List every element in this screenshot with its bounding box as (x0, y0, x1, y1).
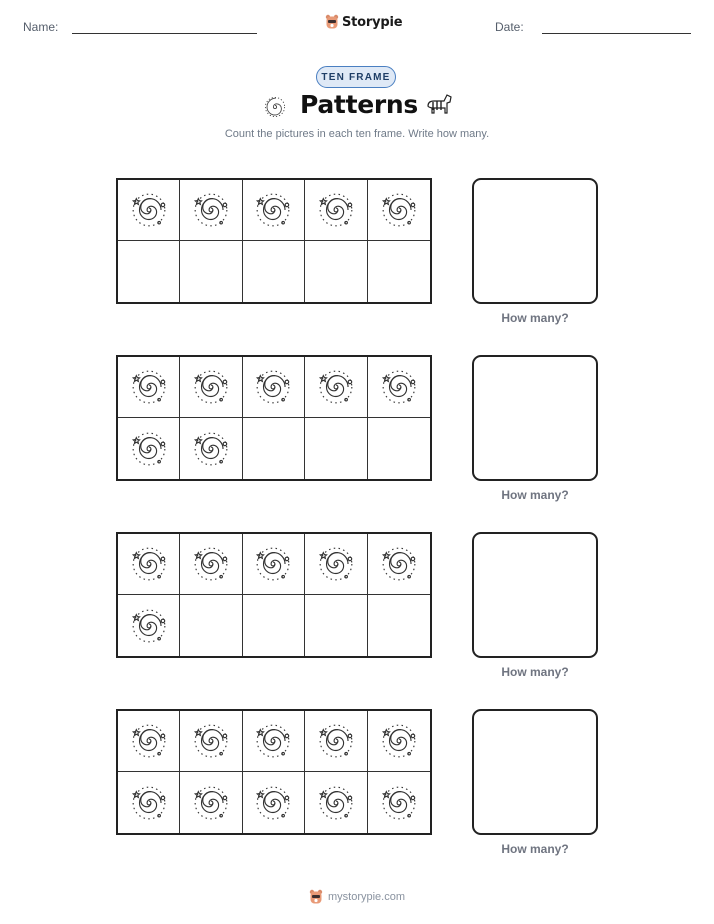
ten-frame-cell (305, 357, 367, 418)
ten-frame-cell (368, 180, 430, 241)
storypie-mascot-icon (325, 14, 339, 30)
ten-frame-cell (368, 711, 430, 772)
galaxy-icon (130, 607, 168, 645)
ten-frame-cell (305, 418, 367, 479)
ten-frame (116, 532, 432, 658)
ten-frame-cell (243, 418, 305, 479)
galaxy-icon (380, 722, 418, 760)
date-label: Date: (495, 20, 524, 34)
answer-box[interactable] (472, 532, 598, 658)
galaxy-icon (262, 95, 288, 119)
galaxy-icon (380, 368, 418, 406)
page-title: Patterns (300, 90, 418, 119)
how-many-label: How many? (501, 842, 569, 856)
ten-frame-cell (118, 595, 180, 656)
ten-frame-cell (180, 180, 242, 241)
footer (0, 889, 714, 905)
galaxy-icon (317, 368, 355, 406)
ten-frame-cell (305, 534, 367, 595)
instructions: Count the pictures in each ten frame. Write how many. (224, 128, 490, 140)
galaxy-icon (130, 545, 168, 583)
galaxy-icon (130, 722, 168, 760)
how-many-label: How many? (501, 665, 569, 679)
ten-frame-cell (180, 418, 242, 479)
brand-name: Storypie (342, 14, 403, 30)
ten-frame-cell (118, 180, 180, 241)
galaxy-icon (130, 784, 168, 822)
how-many-label: How many? (501, 311, 569, 325)
ten-frame-cell (368, 534, 430, 595)
ten-frame-cell (368, 418, 430, 479)
brand-logo (325, 14, 402, 30)
how-many-label: How many? (501, 488, 569, 502)
galaxy-icon (192, 430, 230, 468)
answer-box[interactable] (472, 709, 598, 835)
ten-frame-cell (180, 595, 242, 656)
ten-frame-cell (305, 180, 367, 241)
ten-frame-cell (243, 595, 305, 656)
galaxy-icon (192, 368, 230, 406)
ten-frame-cell (368, 241, 430, 302)
ten-frame-cell (368, 595, 430, 656)
galaxy-icon (380, 545, 418, 583)
ten-frame-cell (305, 241, 367, 302)
ten-frame-cell (243, 180, 305, 241)
galaxy-icon (317, 545, 355, 583)
ten-frame-cell (305, 711, 367, 772)
ten-frame-cell (243, 772, 305, 833)
ten-frame (116, 709, 432, 835)
galaxy-icon (254, 191, 292, 229)
galaxy-icon (254, 368, 292, 406)
galaxy-icon (254, 545, 292, 583)
ten-frame-cell (243, 711, 305, 772)
date-field[interactable] (542, 33, 691, 34)
ten-frame-cell (243, 534, 305, 595)
ten-frame-cell (180, 711, 242, 772)
ten-frame-cell (180, 357, 242, 418)
footer-url: mystorypie.com (327, 891, 406, 903)
ten-frame-cell (118, 418, 180, 479)
galaxy-icon (317, 784, 355, 822)
ten-frame-cell (243, 357, 305, 418)
galaxy-icon (192, 191, 230, 229)
ten-frame-cell (118, 711, 180, 772)
ten-frame-cell (368, 772, 430, 833)
answer-box[interactable] (472, 178, 598, 304)
ten-frame-cell (305, 595, 367, 656)
galaxy-icon (130, 191, 168, 229)
category-badge: TEN FRAME (316, 66, 396, 88)
galaxy-icon (254, 784, 292, 822)
galaxy-icon (130, 430, 168, 468)
galaxy-icon (130, 368, 168, 406)
ten-frame-cell (243, 241, 305, 302)
galaxy-icon (254, 722, 292, 760)
galaxy-icon (192, 545, 230, 583)
name-field[interactable] (72, 33, 257, 34)
ten-frame-cell (118, 772, 180, 833)
galaxy-icon (380, 784, 418, 822)
ten-frame-cell (118, 357, 180, 418)
galaxy-icon (192, 784, 230, 822)
ten-frame-cell (118, 241, 180, 302)
answer-box[interactable] (472, 355, 598, 481)
ten-frame (116, 355, 432, 481)
galaxy-icon (317, 191, 355, 229)
galaxy-icon (380, 191, 418, 229)
storypie-mascot-icon (309, 889, 323, 905)
zebra-icon (424, 92, 454, 120)
ten-frame (116, 178, 432, 304)
ten-frame-cell (368, 357, 430, 418)
ten-frame-cell (305, 772, 367, 833)
name-label: Name: (23, 20, 59, 34)
ten-frame-cell (180, 534, 242, 595)
ten-frame-cell (118, 534, 180, 595)
ten-frame-cell (180, 241, 242, 302)
galaxy-icon (317, 722, 355, 760)
ten-frame-cell (180, 772, 242, 833)
galaxy-icon (192, 722, 230, 760)
